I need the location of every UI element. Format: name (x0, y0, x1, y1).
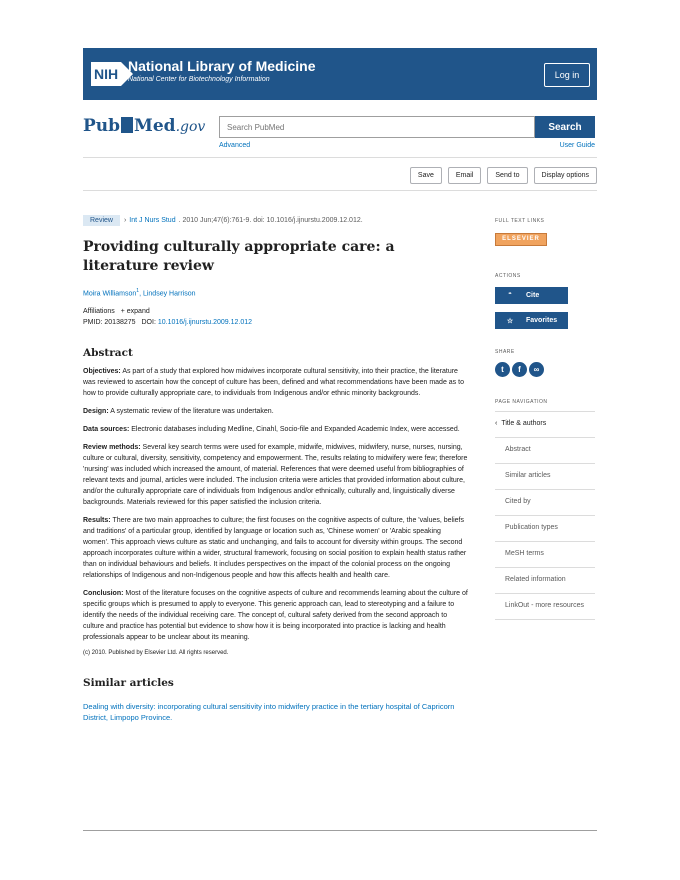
nav-item-label: Title & authors (501, 420, 547, 427)
facebook-icon[interactable]: f (512, 362, 527, 377)
nih-badge-text: NIH (91, 62, 121, 86)
permalink-icon[interactable]: ∞ (529, 362, 544, 377)
search-button[interactable]: Search (535, 116, 595, 138)
journal-link[interactable]: Int J Nurs Stud (129, 217, 176, 224)
nih-logo[interactable] (91, 62, 121, 86)
author-link[interactable]: Lindsey Harrison (142, 290, 196, 298)
save-button[interactable]: Save (410, 167, 442, 184)
logo-pub: Pub (83, 116, 121, 136)
advanced-search-link[interactable]: Advanced (219, 142, 251, 149)
doi-link[interactable]: 10.1016/j.ijnurstu.2009.12.012 (157, 319, 253, 327)
doi-label: DOI: (141, 319, 156, 327)
user-guide-link[interactable]: User Guide (559, 142, 595, 149)
similar-article-link[interactable]: Dealing with diversity: incorporating cultural sensitivity into midwifery practice in the tertiary hospital of Capricorn District, Limpopo Province. (83, 702, 455, 723)
send-to-button[interactable]: Send to (487, 167, 527, 184)
citation-text: . 2010 Jun;47(6):761-9. doi: 10.1016/j.ijnurstu.2009.12.012. (178, 217, 363, 224)
nav-related-information[interactable]: Related information (495, 568, 595, 594)
article-main (83, 215, 468, 723)
actions-label: ACTIONS (495, 273, 521, 279)
elsevier-full-text-link[interactable]: ELSEVIER (495, 233, 547, 246)
article-title: Providing culturally appropriate care: a literature review (83, 239, 395, 274)
full-text-links-label: FULL TEXT LINKS (495, 218, 545, 224)
logo-mark-icon (121, 117, 133, 133)
affiliations-label: Affiliations (83, 308, 115, 316)
abstract-conclusion (83, 588, 468, 643)
logo-med: Med (134, 116, 176, 136)
nav-title-authors[interactable] (495, 412, 595, 438)
logo-gov: .gov (175, 119, 206, 135)
abstract-review-methods (83, 442, 468, 508)
section-label: Design: (83, 408, 109, 416)
citation-line (83, 215, 468, 226)
section-label: Objectives: (83, 368, 121, 376)
divider (83, 157, 597, 158)
copyright-notice: (c) 2010. Published by Elsevier Ltd. All rights reserved. (83, 650, 229, 657)
authors-list: Moira Williamson$^1$, Lindsey Harrison (83, 288, 196, 298)
section-label: Data sources: (83, 426, 130, 434)
section-label: Conclusion: (83, 590, 124, 598)
abstract-results (83, 515, 468, 581)
nlm-title[interactable] (128, 58, 315, 84)
favorites-button[interactable] (495, 312, 568, 329)
pubmed-logo[interactable] (83, 116, 205, 136)
similar-articles-heading: Similar articles (83, 677, 174, 690)
expand-toggle[interactable]: + expand (120, 308, 150, 316)
page-navigation (495, 411, 595, 620)
twitter-icon[interactable]: t (495, 362, 510, 377)
section-text: Several key search terms were used for example, midwife, midwives, midwifery, nurse, nurses, nursing, culture or cultural, diversity, sensitivity, competency and empowerment. The, results relating to midwifery were few; therefore 'nursing' was included which increased the amount, of material. References that were deemed useful from bibliographies of relevant texts and journal, articles were included. The inclusion criteria were articles that provided information about culture, and/or the culturally appropriate care of individuals from Indigenous and/or ethnically, culturally and, linguistically diverse backgrounds. Materials reviewed for this paper satisfied the inclusion criteria. (83, 444, 468, 507)
abstract-design (83, 406, 468, 417)
quote-icon: “ (508, 292, 512, 299)
nav-publication-types[interactable]: Publication types (495, 516, 595, 542)
cite-button[interactable] (495, 287, 568, 304)
divider (83, 190, 597, 191)
search-row (83, 100, 597, 162)
section-label: Review methods: (83, 444, 141, 452)
sidebar (495, 218, 595, 620)
publication-type-tag[interactable]: Review (83, 215, 120, 226)
share-buttons (495, 362, 595, 377)
section-text: A systematic review of the literature was undertaken. (110, 408, 274, 416)
nlm-header (83, 48, 597, 100)
cite-label: Cite (526, 292, 540, 299)
nav-abstract[interactable]: Abstract (495, 438, 595, 464)
nav-linkout[interactable]: LinkOut - more resources (495, 594, 595, 620)
section-text: Electronic databases including Medline, Cinahl, Socio-file and Expanded Academic Index, were accessed. (131, 426, 460, 434)
search-input[interactable] (219, 116, 535, 138)
pmid: PMID: 20138275 (83, 319, 136, 327)
author-link[interactable]: Moira Williamson (83, 290, 137, 298)
star-icon: ☆ (506, 317, 514, 325)
divider (83, 830, 597, 831)
section-text: Most of the literature focuses on the cognitive aspects of culture and recommends learning about the culture of specific groups which is presumed to apply to everyone. This generic approach can, lead to stereotyping and a failure to identify the needs of the individual receiving care. The concept of, cultural safety derived from the second approach to culture and practice has potential but evidence to show how it is being incorporated into practice is lacking and health professionals appear to be unclear about its meaning. (83, 590, 468, 642)
nav-similar-articles[interactable]: Similar articles (495, 464, 595, 490)
affiliation-marker[interactable]: 1 (136, 288, 140, 294)
email-button[interactable]: Email (448, 167, 482, 184)
abstract-objectives (83, 366, 468, 399)
abstract-heading: Abstract (83, 347, 133, 360)
article-toolbar (410, 167, 597, 184)
identifiers-row (83, 319, 468, 326)
org-name: National Library of Medicine (128, 58, 316, 74)
abstract-data-sources (83, 424, 468, 435)
chevron-right-icon: › (123, 217, 127, 224)
chevron-left-icon: ‹ (495, 420, 498, 427)
section-label: Results: (83, 517, 111, 525)
favorites-label: Favorites (526, 317, 558, 324)
org-subtitle: National Center for Biotechnology Information (128, 76, 270, 83)
nav-mesh-terms[interactable]: MeSH terms (495, 542, 595, 568)
nav-cited-by[interactable]: Cited by (495, 490, 595, 516)
login-button[interactable]: Log in (544, 63, 590, 87)
section-text: There are two main approaches to culture; the first focuses on the cognitive aspects of culture, the 'values, beliefs and traditions' of a particular group, identified by language or location such as, 'Chinese women' or 'Arabic speaking women'. This approach views culture as static and unchanging, and fails to account for diversity within groups. The second approach incorporates culture within a wider, structural framework, focusing on social position to explain health status rather than on individual behaviours and beliefs. It includes perspectives on the impact of the colonial process on the ongoing relationships of Indigenous and non-Indigenous people and how this affects health and health care. (83, 517, 467, 580)
share-label: SHARE (495, 349, 515, 355)
section-text: As part of a study that explored how midwives incorporate cultural sensitivity, into their practice, the literature was reviewed to ascertain how the concept of culture has been, defined and what recommendations have been made as to how to provide culturally appropriate care, to individuals from Indigenous and/or ethnic minority backgrounds. (83, 368, 464, 398)
affiliations-row (83, 308, 468, 315)
page-navigation-label: PAGE NAVIGATION (495, 399, 548, 405)
display-options-button[interactable]: Display options (534, 167, 597, 184)
